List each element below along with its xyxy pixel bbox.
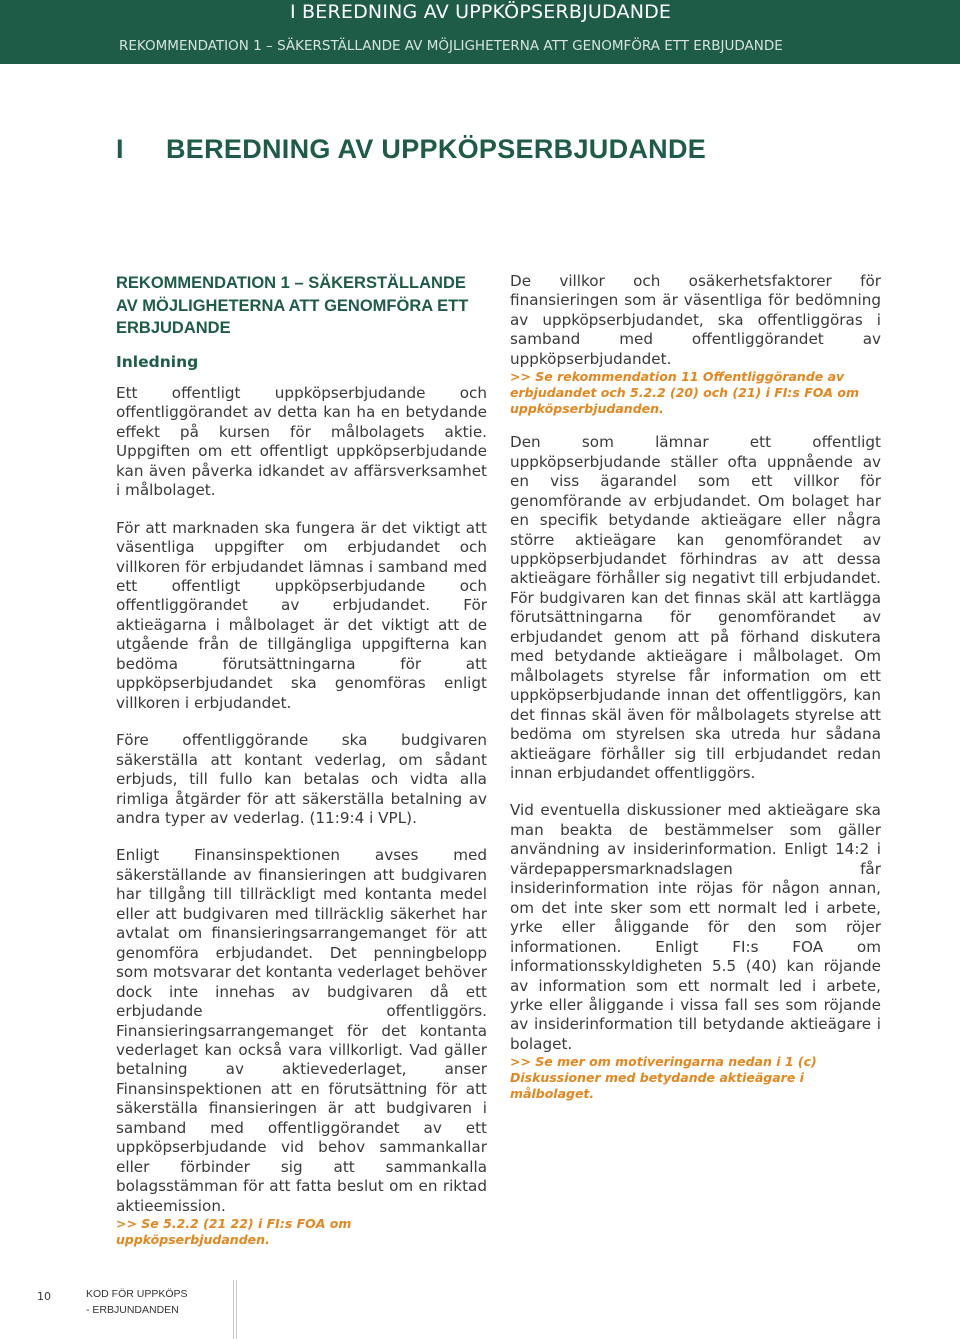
footer-divider bbox=[236, 1280, 237, 1339]
paragraph: För att marknaden ska fungera är det viktigt att väsentliga uppgifter om erbjudandet och villkoren för erbjudandet lämnas i samband med ett offentligt uppköpserbjudande och offentliggörandet av erbjudandet. För aktieägarna i målbolaget är det viktigt att de utgående från de tillgängliga uppgifterna kan bedöma förutsättningarna för att uppköpserbjudandet ska genomföras enligt villkoren i erbjudandet. bbox=[116, 518, 487, 712]
left-column bbox=[116, 272, 487, 1248]
page-title bbox=[116, 134, 706, 165]
recommendation-title-line: ERBJUDANDE bbox=[116, 319, 231, 337]
header-section-title: REKOMMENDATION 1 – SÄKERSTÄLLANDE AV MÖJLIGHETERNA ATT GENOMFÖRA ETT ERBJUDANDE bbox=[119, 38, 783, 54]
reference-link[interactable]: >> Se mer om motiveringarna nedan i 1 (c) Diskussioner med betydande aktieägare i målbolaget. bbox=[510, 1054, 817, 1102]
right-column bbox=[510, 272, 881, 1102]
footer-publication-label bbox=[86, 1286, 188, 1318]
reference-link[interactable]: >> Se rekommendation 11 Offentliggörande av erbjudandet och 5.2.2 (20) och (21) i FI:s FOA om uppköpserbjudanden. bbox=[510, 369, 860, 417]
paragraph: Vid eventuella diskussioner med aktieägare ska man beakta de bestämmelser som gäller användning av insiderinformation. Enligt 14:2 i värdepappersmarknadslagen får insiderinformation inte röjas för någon annan, om det inte sker som ett normalt led i arbete, yrke eller åliggande för den som röjer informationen. Enligt FI:s FOA om informationsskyldigheten 5.5 (40) kan röjande av information som ett normalt led i arbete, yrke eller åliggande i vissa fall ses som röjande av insiderinformation till betydande aktieägare i bolaget. bbox=[510, 801, 881, 1053]
intro-heading: Inledning bbox=[116, 352, 199, 371]
chapter-title: BEREDNING AV UPPKÖPSERBJUDANDE bbox=[166, 134, 707, 164]
chapter-number: I bbox=[116, 134, 124, 164]
footer-label-line: - ERBJUNDANDEN bbox=[86, 1304, 179, 1316]
paragraph: De villkor och osäkerhetsfaktorer för finansieringen som är väsentliga för bedömning av uppköpserbjudandet, ska offentliggöras i samband med offentliggörandet av uppköpserbjudandet. bbox=[510, 272, 881, 368]
footer-divider bbox=[233, 1280, 234, 1339]
paragraph: Ett offentligt uppköpserbjudande och offentliggörandet av detta kan ha en betydande effekt på kursen för målbolagets aktie. Uppgiften om ett offentligt uppköpserbjudande kan även påverka idkandet av affärsverksamhet i målbolaget. bbox=[116, 383, 487, 500]
paragraph: Den som lämnar ett offentligt uppköpserbjudande ställer ofta uppnående av en viss ägarandel som ett villkor för genomförande av erbjudandet. Om bolaget har en specifik betydande aktieägare eller några större aktieägare kan genomförandet av uppköpserbjudandet förhindras av att dessa aktieägare förhåller sig negativt till erbjudandet. För budgivaren kan det finnas skäl att kartlägga förutsättningarna för genomförandet av erbjudandet genom att på förhand diskutera med betydande aktieägare i målbolaget. Om målbolagets styrelse får information om ett uppköpserbjudande innan det offentliggörs, kan det finnas skäl även för målbolagets styrelse att bedöma om styrelsen ska utreda hur sådana aktieägare förhåller sig till erbjudandet redan innan erbjudandet offentliggörs. bbox=[510, 433, 881, 782]
page-number: 10 bbox=[37, 1290, 51, 1303]
paragraph: Enligt Finansinspektionen avses med säkerställande av finansieringen att budgivaren har tillgång till tillräckligt med kontanta medel eller att budgivaren med tillräcklig säkerhet har avtalat om finansieringsarrangemanget för att genomföra erbjudandet. Det penningbelopp som motsvarar det kontanta vederlaget behöver dock inte innehas av budgivaren då ett erbjudande offentliggörs. Finansieringsarrangemanget för det kontanta vederlaget kan också vara villkorligt. Vad gäller betalning av aktievederlaget, anser Finansinspektionen att en förutsättning för att säkerställa finansieringen är att budgivaren i samband med offentliggörandet av ett uppköpserbjudande vid behov sammankallar eller förbinder sig att sammankalla bolagsstämman för att fatta beslut om en riktad aktieemission. bbox=[116, 846, 487, 1215]
recommendation-title-line: REKOMMENDATION 1 – SÄKERSTÄLLANDE bbox=[116, 274, 466, 292]
recommendation-title-line: AV MÖJLIGHETERNA ATT GENOMFÖRA ETT bbox=[116, 296, 469, 315]
header-chapter-title: I BEREDNING AV UPPKÖPSERBJUDANDE bbox=[290, 1, 672, 23]
header-band bbox=[0, 0, 960, 64]
footer-label-line: KOD FÖR UPPKÖPS bbox=[86, 1288, 188, 1300]
recommendation-title bbox=[116, 272, 487, 340]
paragraph: Före offentliggörande ska budgivaren säkerställa att kontant vederlag, om sådant erbjuds, till fullo kan betalas och vidta alla rimliga åtgärder för att säkerställa betalning av andra typer av vederlag. (11:9:4 i VPL). bbox=[116, 731, 487, 828]
reference-link[interactable]: >> Se 5.2.2 (21 22) i FI:s FOA om uppköpserbjudanden. bbox=[116, 1216, 352, 1248]
